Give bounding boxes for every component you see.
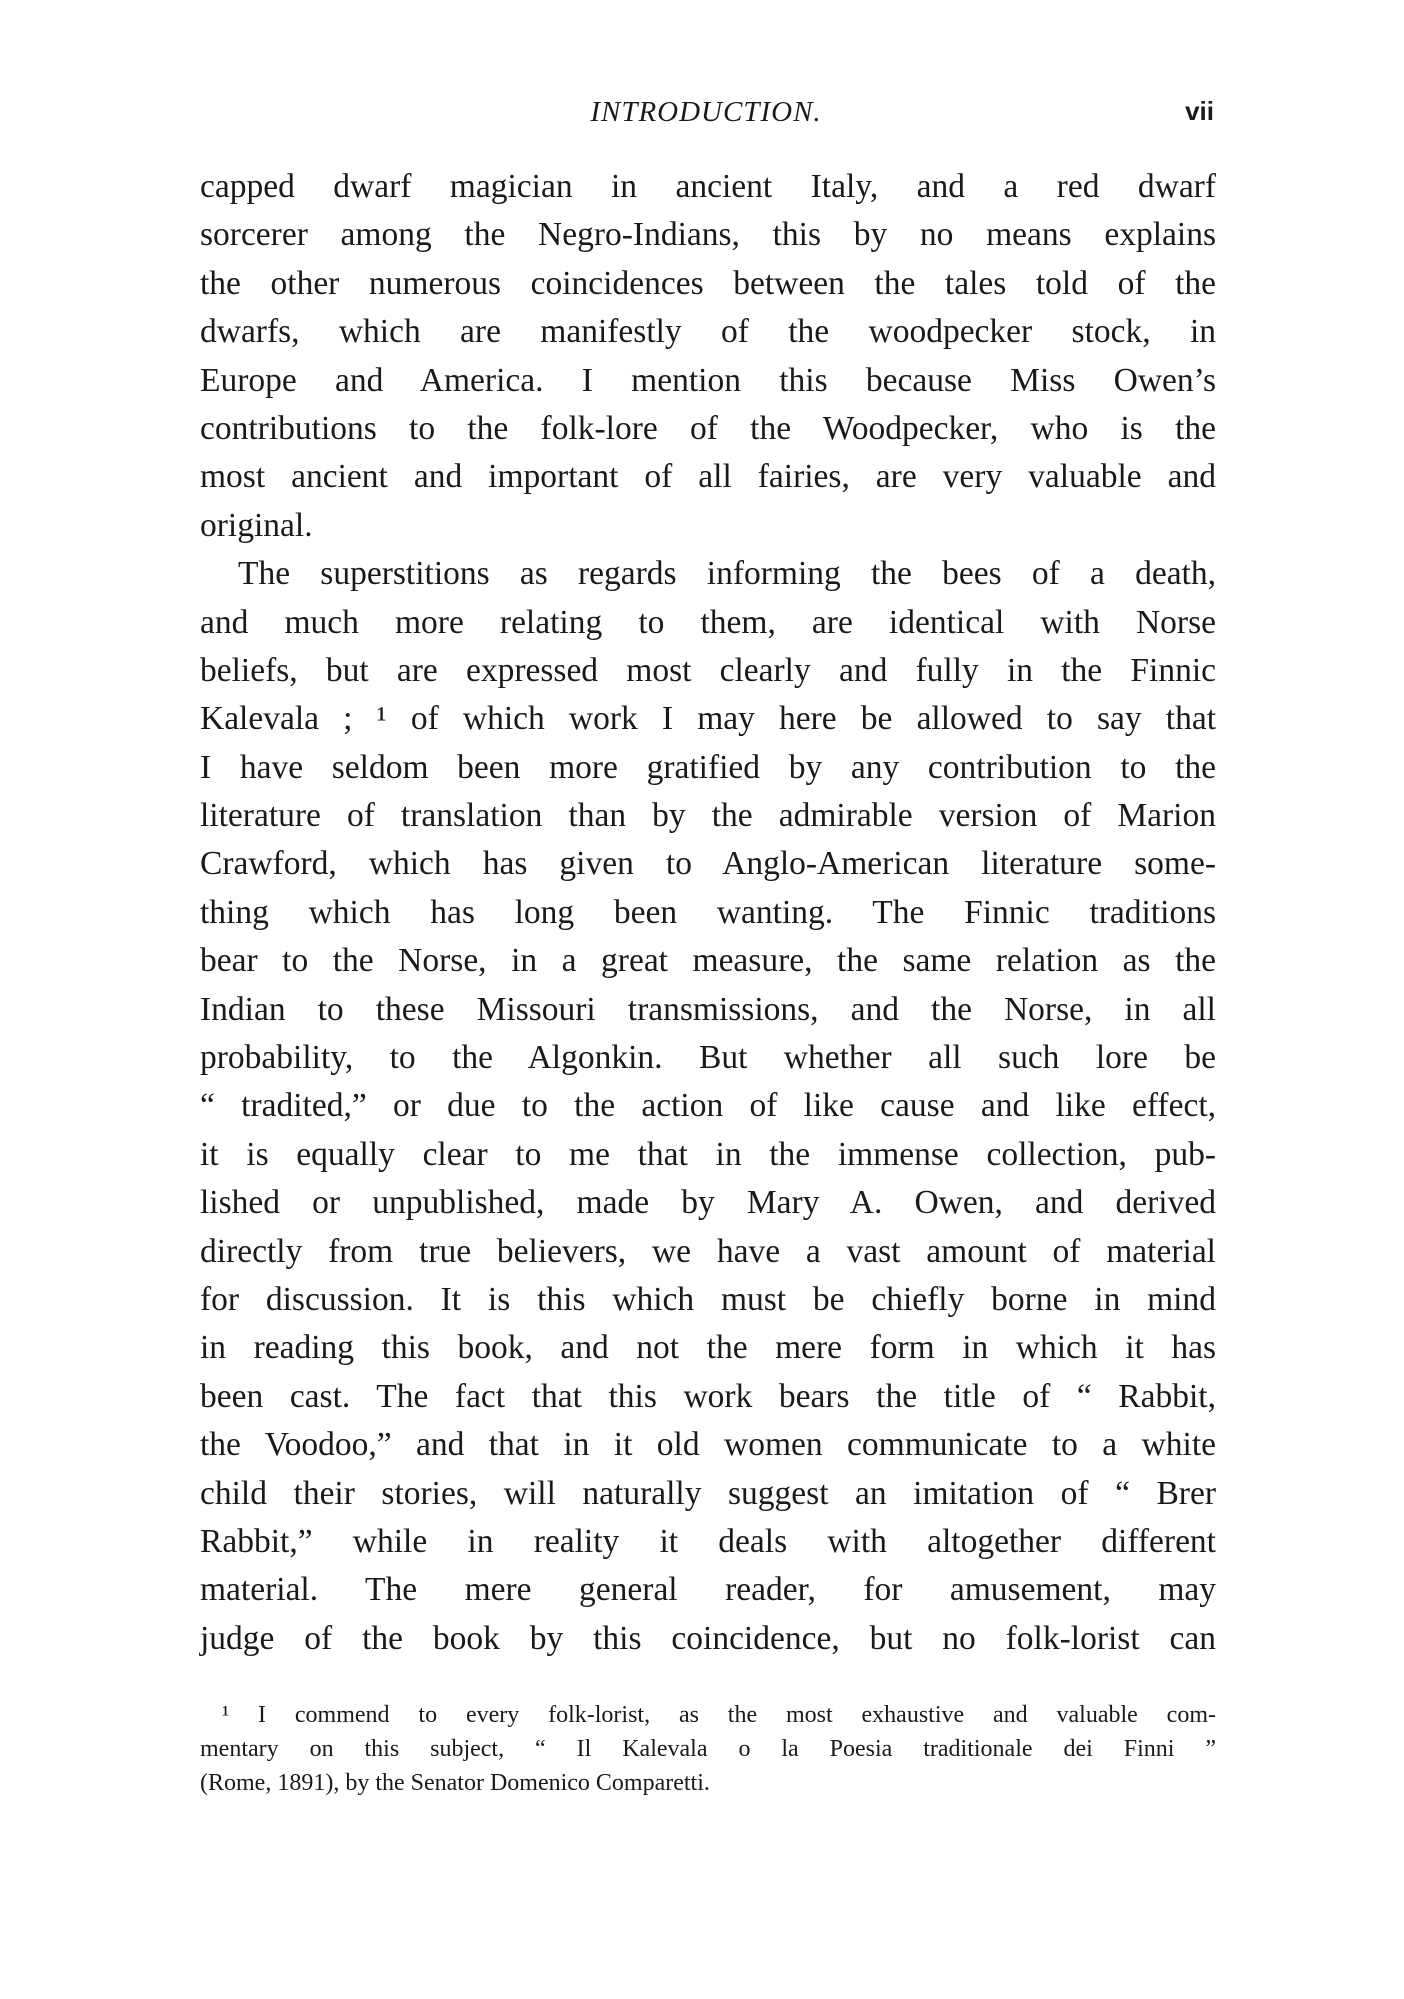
- page-number: vii: [1185, 96, 1214, 126]
- text-line: been cast. The fact that this work bears the title of “ Rabbit,: [200, 1377, 1216, 1415]
- text-line: Kalevala ; ¹ of which work I may here be allowed to say that: [200, 700, 1216, 738]
- text-line: lished or unpublished, made by Mary A. Owen, and derived: [200, 1184, 1216, 1222]
- text-line: directly from true believers, we have a vast amount of material: [200, 1232, 1216, 1270]
- text-line: it is equally clear to me that in the immense collection, pub-: [200, 1135, 1216, 1173]
- text-line: and much more relating to them, are identical with Norse: [200, 603, 1216, 641]
- text-line: judge of the book by this coincidence, but no folk-lorist can: [200, 1619, 1216, 1657]
- text-line: Crawford, which has given to Anglo-American literature some-: [200, 845, 1216, 883]
- text-line: beliefs, but are expressed most clearly and fully in the Finnic: [200, 651, 1216, 689]
- text-line: capped dwarf magician in ancient Italy, and a red dwarf: [200, 168, 1216, 205]
- text-line: I have seldom been more gratified by any contribution to the: [200, 748, 1216, 786]
- text-line: for discussion. It is this which must be chiefly borne in mind: [200, 1280, 1216, 1318]
- text-line: probability, to the Algonkin. But whether all such lore be: [200, 1039, 1216, 1077]
- text-line: dwarfs, which are manifestly of the woodpecker stock, in: [200, 313, 1216, 351]
- footnote-line: (Rome, 1891), by the Senator Domenico Comparetti.: [200, 1770, 710, 1796]
- text-line: the Voodoo,” and that in it old women communicate to a white: [200, 1426, 1216, 1464]
- footnote: [200, 1698, 1216, 1800]
- text-line: in reading this book, and not the mere form in which it has: [200, 1329, 1216, 1367]
- text-line: contributions to the folk-lore of the Woodpecker, who is the: [200, 409, 1216, 447]
- footnote-line: mentary on this subject, “ Il Kalevala o la Poesia traditionale dei Finni ”: [200, 1736, 1216, 1762]
- text-line: The superstitions as regards informing the bees of a death,: [238, 555, 1216, 593]
- body-text: [200, 163, 1216, 1663]
- text-line: sorcerer among the Negro-Indians, this by no means explains: [200, 216, 1216, 254]
- text-line: material. The mere general reader, for amusement, may: [200, 1571, 1216, 1609]
- text-line: original.: [200, 506, 313, 544]
- text-line: Europe and America. I mention this because Miss Owen’s: [200, 361, 1216, 399]
- text-line: Rabbit,” while in reality it deals with altogether different: [200, 1522, 1216, 1560]
- text-line: literature of translation than by the admirable version of Marion: [200, 797, 1216, 835]
- text-line: most ancient and important of all fairies, are very valuable and: [200, 458, 1216, 496]
- running-head: [198, 96, 1214, 136]
- running-title: INTRODUCTION.: [590, 96, 822, 128]
- text-line: child their stories, will naturally suggest an imitation of “ Brer: [200, 1474, 1216, 1512]
- text-line: Indian to these Missouri transmissions, and the Norse, in all: [200, 990, 1216, 1028]
- text-line: thing which has long been wanting. The Finnic traditions: [200, 893, 1216, 931]
- text-line: the other numerous coincidences between the tales told of the: [200, 264, 1216, 302]
- text-line: “ tradited,” or due to the action of like cause and like effect,: [200, 1087, 1216, 1125]
- footnote-line: ¹ I commend to every folk-lorist, as the most exhaustive and valuable com-: [222, 1702, 1216, 1728]
- text-line: bear to the Norse, in a great measure, the same relation as the: [200, 942, 1216, 980]
